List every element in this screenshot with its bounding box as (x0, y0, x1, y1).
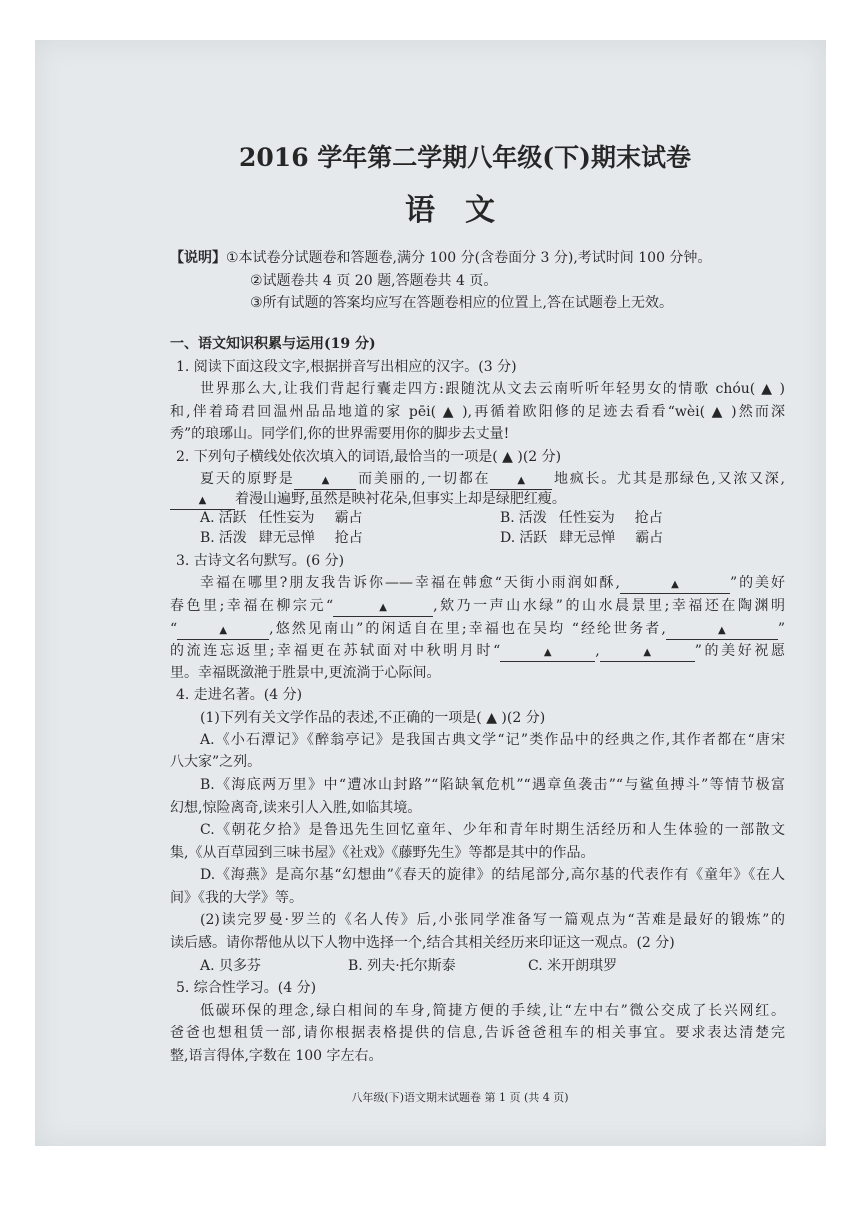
q4-option-b: B. 列夫·托尔斯泰 (348, 958, 456, 974)
option-word: 抢占 (634, 510, 663, 526)
q5-text-line-1: 低碳环保的理念,绿白相间的车身,简捷方便的手续,让“左中右”微公交成了长兴网红。 (200, 1003, 785, 1019)
subject-title: 语 文 (405, 193, 495, 228)
q2-option-c (200, 528, 363, 548)
option-label: B. (500, 510, 515, 526)
exam-title: 2016 学年第二学期八年级(下)期末试卷 (239, 143, 691, 172)
q3-text: 幸福在哪里?朋友我告诉你——幸福在韩愈“天街小雨润如酥, (200, 575, 620, 591)
q4-prompt: 4. 走进名著。(4 分) (176, 687, 303, 703)
q3-text: ”的美好祝愿 (694, 643, 785, 659)
q2-option-b (500, 508, 663, 528)
q3-text: 的流连忘返里;幸福更在苏轼面对中秋明月时“ (170, 643, 501, 659)
q5-prompt: 5. 综合性学习。(4 分) (176, 980, 317, 996)
q4-choice-c-line-2: 集,《从百草园到三味书屋》《社戏》《藤野先生》等都是其中的作品。 (170, 845, 595, 861)
q1-text-line-3: 秀”的琅琊山。同学们,你的世界需要用你的脚步去丈量! (170, 426, 510, 442)
q3-text: “ (170, 621, 178, 637)
q3-text: ,欸乃一声山水绿”的山水晨景里;幸福还在陶渊明 (433, 598, 785, 614)
q3-text: , (595, 643, 600, 659)
q1-prompt: 1. 阅读下面这段文字,根据拼音写出相应的汉字。(3 分) (176, 359, 517, 375)
q3-text: ,悠然见南山”的闲适自在里;幸福也在吴均 “经纶世务者, (269, 621, 666, 637)
option-word: 活泼 (518, 510, 547, 526)
q4-choice-b-line-2: 幻想,惊险离奇,读来引人入胜,如临其境。 (170, 800, 422, 816)
option-word: 任性妄为 (558, 510, 615, 526)
q3-text-line-3 (170, 619, 785, 639)
q2-text: 夏天的原野是 (200, 471, 295, 487)
page-footer: 八年级(下)语文期末试题卷 第 1 页 (共 4 页) (351, 1091, 569, 1104)
q3-text: 春色里;幸福在柳宗元“ (170, 598, 334, 614)
option-label: A. (200, 510, 215, 526)
option-label: D. (500, 530, 516, 546)
q3-prompt: 3. 古诗文名句默写。(6 分) (176, 553, 345, 569)
q4-part-2-line-2: 读后感。请你帮他从以下人物中选择一个,结合其相关经历来印证这一观点。(2 分) (170, 935, 675, 951)
q1-text-line-2: 和,伴着琦君回温州品品地道的家 pēi( ▲ ),再循着欧阳修的足迹去看看“wèi( ▲ )然而深 (170, 404, 785, 420)
option-word: 活跃 (519, 530, 548, 546)
q3-text: ”的美好 (729, 575, 785, 591)
instruction-item-2: ②试题卷共 4 页 20 题,答题卷共 4 页。 (250, 273, 498, 289)
option-word: 肆无忌惮 (559, 530, 616, 546)
instruction-item-1: ①本试卷分试题卷和答题卷,满分 100 分(含卷面分 3 分),考试时间 100 分钟。 (226, 250, 712, 266)
answer-blank: ▲ (170, 492, 235, 510)
answer-blank: ▲ (500, 644, 595, 662)
q2-text: 而美丽的,一切都在 (356, 471, 491, 487)
answer-blank: ▲ (490, 472, 552, 490)
q2-text-line-1 (200, 469, 785, 489)
answer-blank: ▲ (600, 644, 695, 662)
option-word: 肆无忌惮 (258, 530, 315, 546)
q3-text: ” (777, 621, 785, 637)
q4-choice-c-line-1: C.《朝花夕拾》是鲁迅先生回忆童年、少年和青年时期生活经历和人生体验的一部散文 (200, 822, 785, 838)
q4-choice-a-line-2: 八大家”之列。 (170, 754, 262, 770)
option-word: 任性妄为 (258, 510, 315, 526)
q2-option-a (200, 508, 363, 528)
q4-choice-d-line-1: D.《海燕》是高尔基“幻想曲”《春天的旋律》的结尾部分,高尔基的代表作有《童年》《在人 (200, 867, 785, 883)
q4-option-a: A. 贝多芬 (200, 958, 262, 974)
q2-option-d (500, 528, 663, 548)
q2-text: 着漫山遍野,虽然是映衬花朵,但事实上却是绿肥红瘦。 (235, 491, 566, 507)
q3-text-line-1 (200, 573, 785, 593)
answer-blank: ▲ (666, 622, 778, 640)
q4-choice-d-line-2: 间》《我的大学》等。 (170, 890, 303, 906)
answer-blank: ▲ (333, 599, 433, 617)
instructions-label: 【说明】 (170, 250, 226, 266)
q4-choice-b-line-1: B.《海底两万里》中“遭冰山封路”“陷缺氧危机”“遇章鱼袭击”“与鲨鱼搏斗”等情节极富 (200, 777, 785, 793)
q2-text: 地疯长。尤其是那绿色,又浓又深, (552, 471, 786, 487)
option-word: 抢占 (334, 530, 363, 546)
instruction-item-3: ③所有试题的答案均应写在答题卷相应的位置上,答在试题卷上无效。 (250, 295, 673, 311)
q1-text-line-1: 世界那么大,让我们背起行囊走四方:跟随沈从文去云南听听年轻男女的情歌 chóu( ▲ ) (200, 381, 785, 397)
q4-part-2-line-1: (2)读完罗曼·罗兰的《名人传》后,小张同学准备写一篇观点为“苦难是最好的锻炼”的 (200, 912, 785, 928)
answer-blank: ▲ (294, 472, 356, 490)
answer-blank: ▲ (177, 622, 269, 640)
q3-text-line-5: 里。幸福既潋滟于胜景中,更流淌于心际间。 (170, 665, 441, 681)
q4-part-1-prompt: (1)下列有关文学作品的表述,不正确的一项是( ▲ )(2 分) (200, 710, 546, 726)
option-word: 活跃 (218, 510, 247, 526)
answer-blank: ▲ (620, 576, 730, 594)
q3-text-line-2 (170, 596, 785, 616)
q2-text-line-2 (170, 489, 566, 509)
q4-choice-a-line-1: A.《小石潭记》《醉翁亭记》是我国古典文学“记”类作品中的经典之作,其作者都在“唐宋 (200, 732, 785, 748)
option-label: B. (200, 530, 215, 546)
q5-text-line-3: 整,语言得体,字数在 100 字左右。 (170, 1048, 383, 1064)
option-word: 霸占 (635, 530, 664, 546)
q3-text-line-4 (170, 641, 785, 661)
q2-prompt: 2. 下列句子横线处依次填入的词语,最恰当的一项是( ▲ )(2 分) (176, 449, 562, 465)
section-heading: 一、语文知识积累与运用(19 分) (170, 336, 376, 352)
option-word: 活泼 (218, 530, 247, 546)
option-word: 霸占 (334, 510, 363, 526)
q5-text-line-2: 爸爸也想租赁一部,请你根据表格提供的信息,告诉爸爸租车的相关事宜。要求表达清楚完 (170, 1025, 785, 1041)
q4-option-c: C. 米开朗琪罗 (528, 958, 618, 974)
instructions-line-1 (170, 248, 711, 268)
